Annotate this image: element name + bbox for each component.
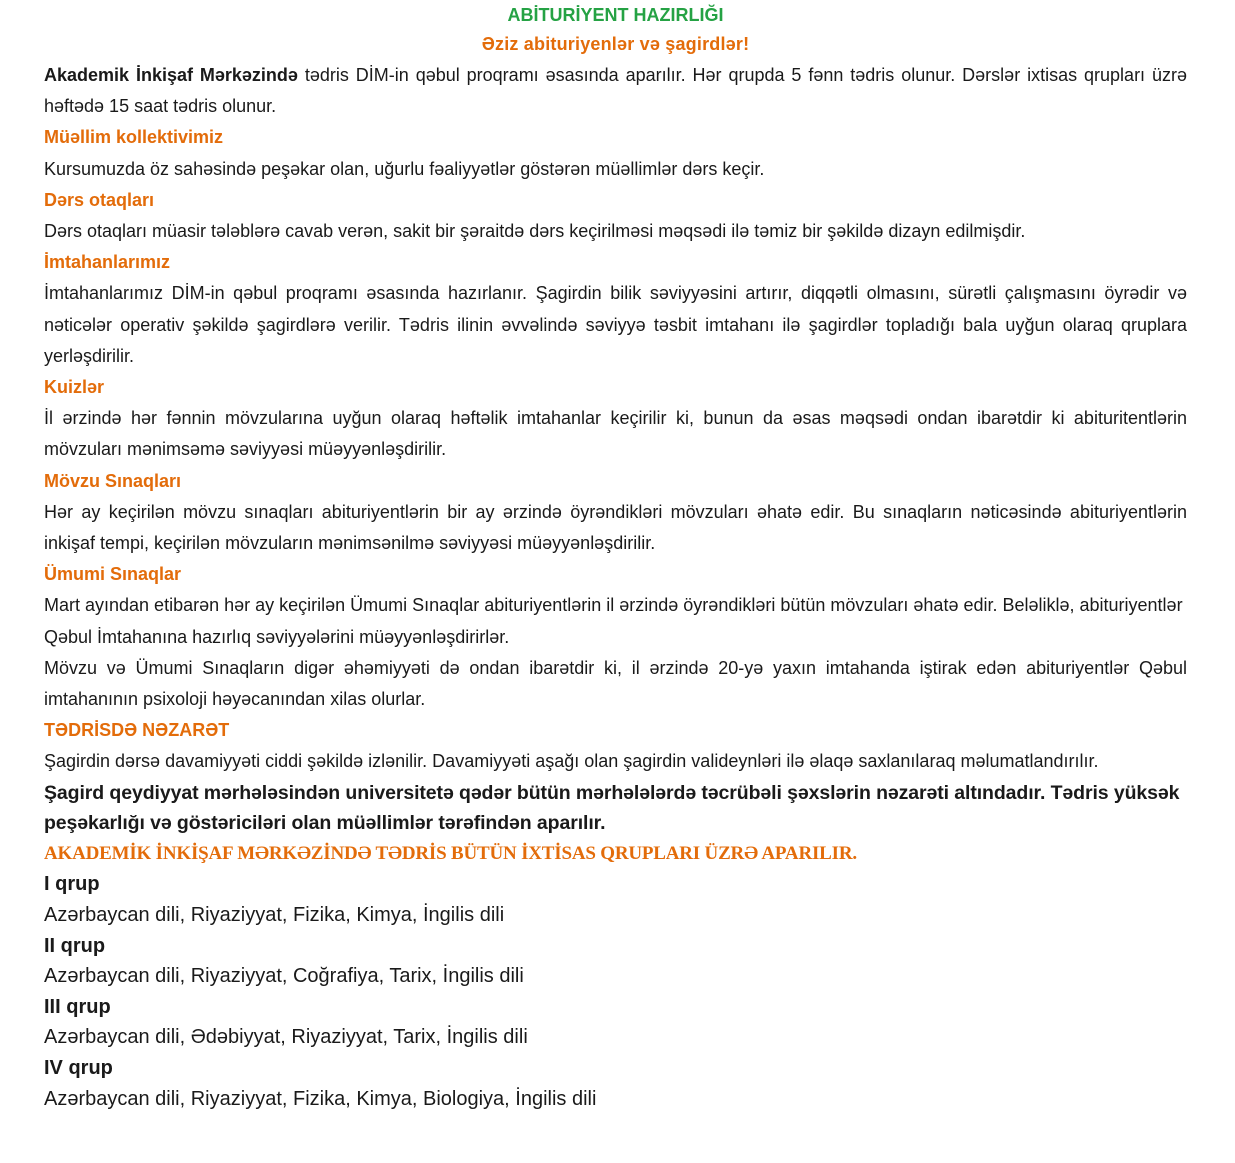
group-subjects-3: Azərbaycan dili, Ədəbiyyat, Riyaziyyat, Tarix, İngilis dili: [44, 1026, 528, 1049]
section-text-quizzes: İl ərzində hər fənnin mövzularına uyğun olaraq həftəlik imtahanlar keçirilir ki, bunun da əsas məqsədi ondan ibarətdir ki abituritentlərin mövzuları mənimsəmə səviyyəsi müəyyənləşdirilir.: [44, 408, 1187, 460]
section-heading-topic-tests: Mövzu Sınaqları: [44, 470, 182, 491]
section-text-topic-tests: Hər ay keçirilən mövzu sınaqları abituriyentlərin bir ay ərzində öyrəndikləri mövzuları əhatə edir. Bu sınaqların nəticəsində abituriyentlərin inkişaf tempi, keçirilən mövzuların mənimsənilmə səviyyəsi müəyyənləşdirilir.: [44, 501, 1187, 554]
group-label-3: III qrup: [44, 995, 111, 1018]
section-text-classrooms: Dərs otaqları müasir tələblərə cavab verən, sakit bir şəraitdə dərs keçirilməsi məqsədi ilə təmiz bir şəkildə dizayn edilmişdir.: [44, 221, 1026, 242]
section-text-control: Şagirdin dərsə davamiyyəti ciddi şəkildə izlənilir. Davamiyyəti aşağı olan şagirdin valideynləri ilə əlaqə saxlanılaraq məlumatlandırılır.: [44, 751, 1099, 772]
groups-banner: AKADEMİK İNKİŞAF MƏRKƏZİNDƏ TƏDRİS BÜTÜN İXTİSAS QRUPLARI ÜZRƏ APARILIR.: [44, 842, 857, 864]
section-heading-exams: İmtahanlarımız: [44, 252, 171, 273]
group-subjects-4: Azərbaycan dili, Riyaziyyat, Fizika, Kimya, Biologiya, İngilis dili: [44, 1087, 597, 1110]
group-subjects-1: Azərbaycan dili, Riyaziyyat, Fizika, Kimya, İngilis dili: [44, 904, 505, 927]
group-label-1: I qrup: [44, 873, 100, 896]
section-text-general-tests-1: Mart ayından etibarən hər ay keçirilən Ümumi Sınaqlar abituriyentlərin il ərzində öyrəndikləri bütün mövzuları əhatə edir. Beləliklə, abituriyentlər Qəbul İmtahanına hazırlıq səviyyələrini müəyyənləşdirirlər.: [44, 595, 1183, 647]
section-heading-teachers: Müəllim kollektivimiz: [44, 127, 224, 148]
page-title: ABİTURİYENT HAZIRLIĞI: [507, 5, 724, 25]
section-text-teachers: Kursumuzda öz sahəsində peşəkar olan, uğurlu fəaliyyətlər göstərən müəllimlər dərs keçir.: [44, 158, 765, 179]
group-subjects-2: Azərbaycan dili, Riyaziyyat, Coğrafiya, Tarix, İngilis dili: [44, 965, 524, 988]
section-heading-quizzes: Kuizlər: [44, 377, 105, 398]
section-text-general-tests-2: Mövzu və Ümumi Sınaqların digər əhəmiyyəti də ondan ibarətdir ki, il ərzində 20-yə yaxın imtahanda iştirak edən abituriyentlər Qəbul imtahanının psixoloji həyəcanından xilas olurlar.: [44, 657, 1187, 710]
section-heading-general-tests: Ümumi Sınaqlar: [44, 564, 182, 585]
group-label-2: II qrup: [44, 934, 106, 957]
greeting: Əziz abituriyenlər və şagirdlər!: [481, 34, 750, 54]
section-text-exams: İmtahanlarımız DİM-in qəbul proqramı əsasında hazırlanır. Şagirdin bilik səviyyəsini artırır, diqqətli olmasını, sürətli çalışmasını öyrədir və nəticələr operativ şəkildə şagirdlərə verilir. Tədris ilinin əvvəlində səviyyə təsbit imtahanı ilə şagirdlər topladığı bala uyğun olaraq qruplara yerləşdirilir.: [44, 283, 1187, 366]
section-heading-control: TƏDRİSDƏ NƏZARƏT: [44, 720, 230, 741]
group-label-4: IV qrup: [44, 1057, 113, 1080]
intro-text: tədris DİM-in qəbul proqramı əsasında aparılır. Hər qrupda 5 fənn tədris olunur. Dərslər ixtisas qrupları üzrə həftədə 15 saat tədris olunur.: [44, 65, 1187, 117]
control-statement: Şagird qeydiyyat mərhələsindən universitetə qədər bütün mərhələlərdə təcrübəli şəxslərin nəzarəti altındadır. Tədris yüksək peşəkarlığı və göstəriciləri olan müəllimlər tərəfindən aparılır.: [44, 781, 1180, 835]
intro-bold-lead: Akademik İnkişaf Mərkəzində: [44, 65, 298, 85]
intro-paragraph: [44, 60, 1187, 122]
section-heading-classrooms: Dərs otaqları: [44, 189, 155, 210]
